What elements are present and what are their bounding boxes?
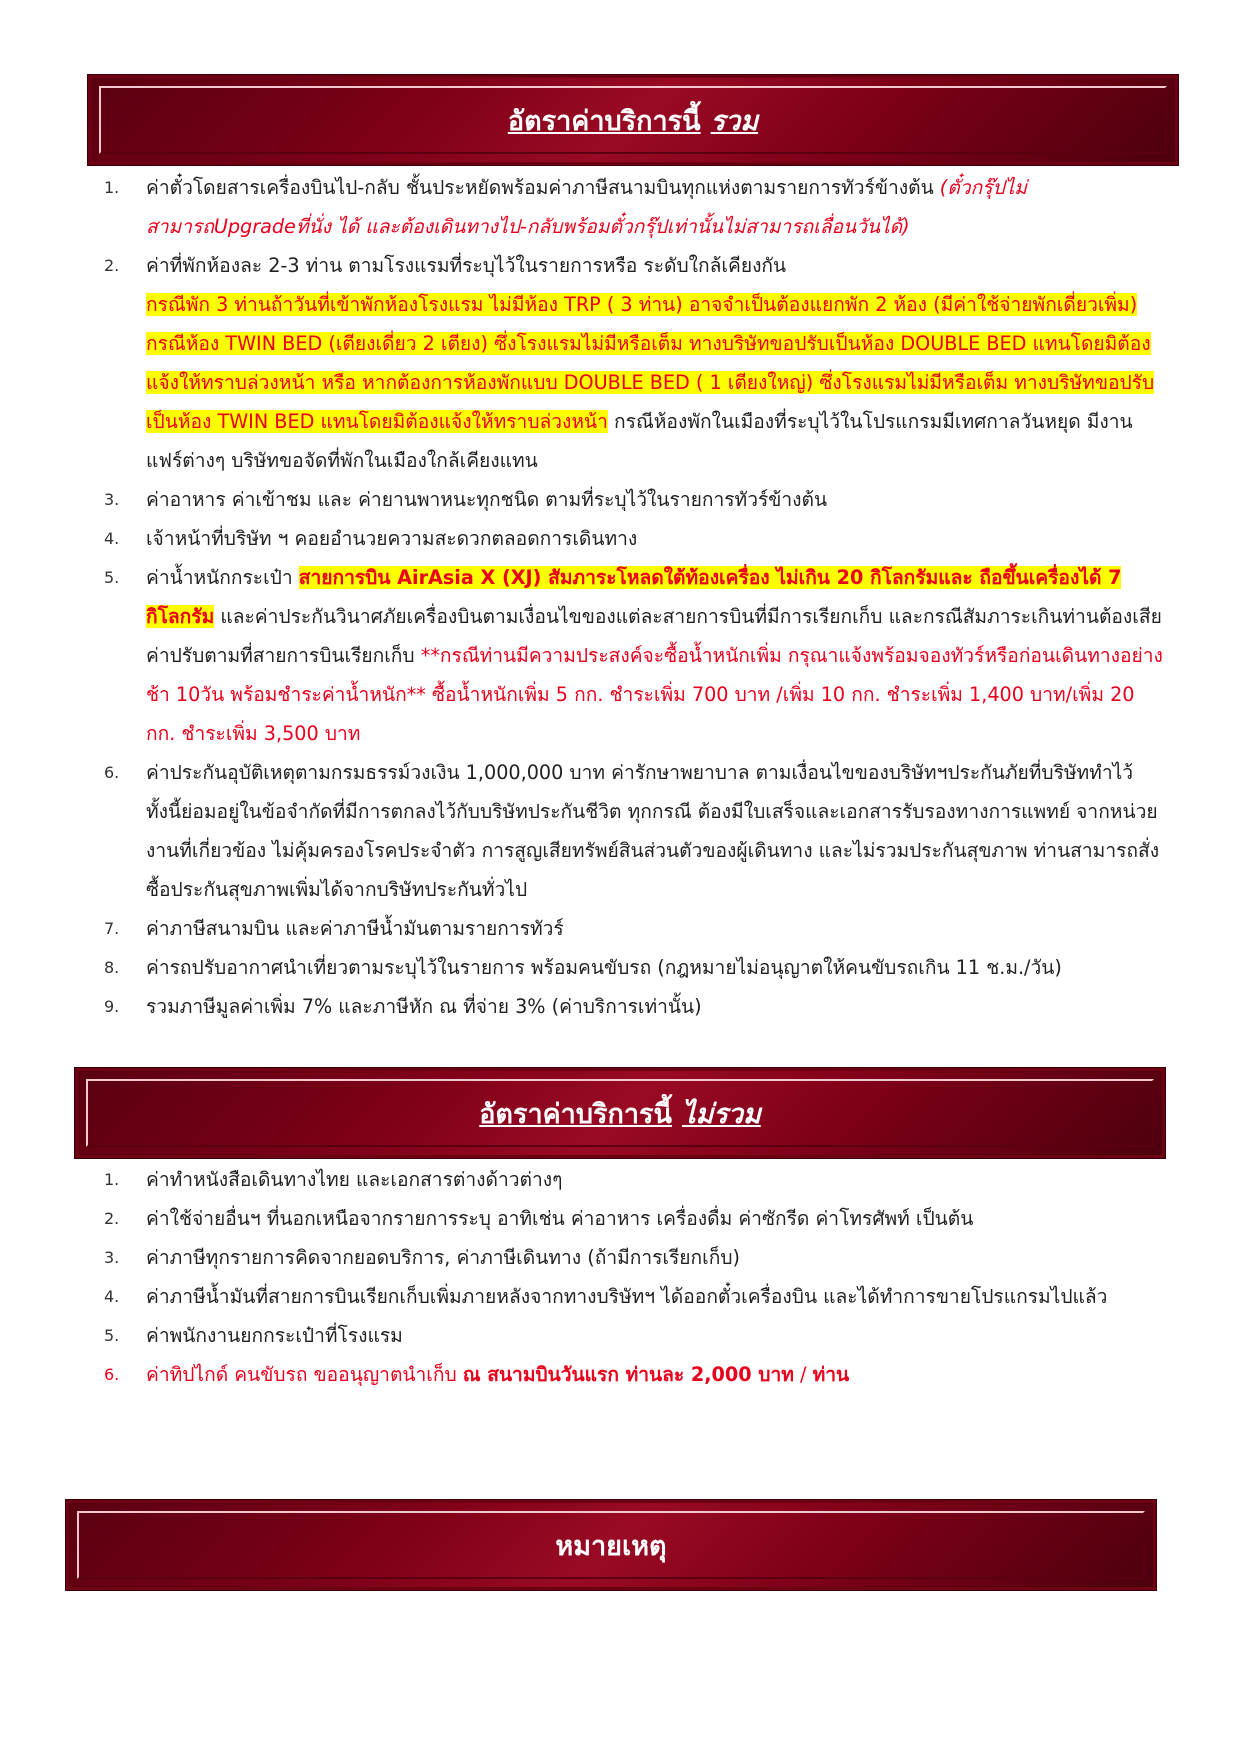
item-number: 8. — [104, 958, 120, 977]
item-text: ค่าประกันอุบัติเหตุตามกรมธรรม์วงเงิน 1,000,000 บาท ค่ารักษาพยาบาล ตามเงื่อนไขของบริษัทฯประกันภัยที่บริษัททำไว้ ทั้งนี้ย่อมอยู่ในข้อจำกัดที่มีการตกลงไว้กับบริษัทประกันชีวิต ทุกกรณี ต้องมีใบเสร็จและเอกสารรับรองทางการแพทย์ จากหน่วยงานที่เกี่ยวข้อง ไม่คุ้มครองโรคประจำตัว การสูญเสียทรัพย์สินส่วนตัวของผู้เดินทาง และไม่รวมประกันสุขภาพ ท่านสามารถสั่งซื้อประกันสุขภาพเพิ่มได้จากบริษัทประกันทั่วไป — [146, 761, 1160, 901]
remarks-title-text: หมายเหตุ — [555, 1530, 667, 1562]
item-text: ค่าภาษีน้ำมันที่สายการบินเรียกเก็บเพิ่มภายหลังจากทางบริษัทฯ ได้ออกตั๋วเครื่องบิน และได้ทำการขายโปรแกรมไปแล้ว — [146, 1285, 1108, 1308]
item-number: 2. — [104, 256, 120, 275]
item-note: (ตั๋วกรุ๊ปไม่สามารถUpgradeที่นั่ง ได้ และต้องเดินทางไป-กลับพร้อมตั๋วกรุ๊ปเท่านั้นไม่สามารถเลื่อนวันได้) — [146, 176, 1027, 238]
item-text: ค่าภาษีทุกรายการคิดจากยอดบริการ, ค่าภาษีเดินทาง (ถ้ามีการเรียกเก็บ) — [146, 1246, 740, 1269]
item-text: ค่าใช้จ่ายอื่นฯ ที่นอกเหนือจากรายการระบุ อาทิเช่น ค่าอาหาร เครื่องดื่ม ค่าซักรีด ค่าโทรศัพท์ เป็นต้น — [146, 1207, 974, 1230]
list-item — [104, 480, 1166, 519]
item-highlight: กรณีพัก 3 ท่านถ้าวันที่เข้าพักห้องโรงแรม ไม่มีห้อง TRP ( 3 ท่าน) อาจจำเป็นต้องแยกพัก 2 ห้อง (มีค่าใช้จ่ายพักเดี่ยวเพิ่ม) กรณีห้อง TWIN BED (เตียงเดี่ยว 2 เตียง) ซึ่งโรงแรมไม่มีหรือเต็ม ทางบริษัทขอปรับเป็นห้อง DOUBLE BED แทนโดยมิต้องแจ้งให้ทราบล่วงหน้า หรือ หากต้องการห้องพักแบบ DOUBLE BED ( 1 เตียงใหญ่) ซึ่งโรงแรมไม่มีหรือเต็ม ทางบริษัทขอปรับเป็นห้อง TWIN BED แทนโดยมิต้องแจ้งให้ทราบล่วงหน้า — [146, 293, 1155, 433]
list-item — [104, 1199, 1166, 1238]
item-text: ค่าภาษีสนามบิน และค่าภาษีน้ำมันตามรายการทัวร์ — [146, 917, 564, 940]
included-banner — [88, 75, 1178, 165]
excluded-title-emph: ไม่รวม — [681, 1098, 761, 1130]
list-item — [104, 1160, 1166, 1199]
list-item — [104, 948, 1166, 987]
item-text: ค่าตั๋วโดยสารเครื่องบินไป-กลับ ชั้นประหยัดพร้อมค่าภาษีสนามบินทุกแห่งตามรายการทัวร์ข้างต้น — [146, 176, 940, 199]
remarks-banner — [66, 1500, 1156, 1590]
item-number: 9. — [104, 997, 120, 1016]
item-text: เจ้าหน้าที่บริษัท ฯ คอยอำนวยความสะดวกตลอดการเดินทาง — [146, 527, 638, 550]
item-number: 3. — [104, 490, 120, 509]
item-text: ค่าทิปไกด์ คนขับรถ ขออนุญาตนำเก็บ — [146, 1363, 463, 1386]
item-number: 6. — [104, 763, 120, 782]
item-tail: / — [793, 1363, 813, 1386]
excluded-banner — [75, 1068, 1165, 1158]
list-item — [104, 246, 1166, 480]
list-item — [104, 1316, 1166, 1355]
excluded-list — [104, 1160, 1166, 1394]
item-highlight: สายการบิน AirAsia X (XJ) สัมภาระโหลดใต้ท้องเครื่อง ไม่เกิน 20 กิโลกรัมและ ถือขึ้นเครื่องได้ 7 กิโลกรัม — [146, 566, 1122, 628]
item-text: ค่าอาหาร ค่าเข้าชม และ ค่ายานพาหนะทุกชนิด ตามที่ระบุไว้ในรายการทัวร์ข้างต้น — [146, 488, 828, 511]
included-title-text: อัตราค่าบริการนี้ — [507, 105, 701, 137]
item-text: ค่าที่พักห้องละ 2-3 ท่าน ตามโรงแรมที่ระบุไว้ในรายการหรือ ระดับใกล้เคียงกัน — [146, 254, 787, 277]
item-text: ค่าทำหนังสือเดินทางไทย และเอกสารต่างด้าวต่างๆ — [146, 1168, 563, 1191]
included-title-emph: รวม — [710, 105, 759, 137]
item-number: 1. — [104, 178, 120, 197]
list-item — [104, 1355, 1166, 1394]
item-bold: ณ สนามบินวันแรก ท่านละ 2,000 บาท — [462, 1363, 794, 1386]
list-item — [104, 168, 1166, 246]
excluded-title-text: อัตราค่าบริการนี้ — [479, 1098, 672, 1130]
list-item — [104, 753, 1166, 909]
item-number: 3. — [104, 1248, 120, 1267]
item-number: 6. — [104, 1365, 120, 1384]
list-item — [104, 1277, 1166, 1316]
item-number: 5. — [104, 1326, 120, 1345]
included-list — [104, 168, 1166, 1026]
item-number: 2. — [104, 1209, 120, 1228]
item-number: 1. — [104, 1170, 120, 1189]
excluded-title — [78, 1071, 1162, 1155]
item-text: ค่าพนักงานยกกระเป๋าที่โรงแรม — [146, 1324, 403, 1347]
item-bold2: ท่าน — [812, 1363, 850, 1386]
item-mid: และค่าประกันวินาศภัยเครื่องบินตามเงื่อนไขของแต่ละสายการบินที่มีการเรียกเก็บ และกรณีสัมภาระเกินท่านต้องเสียค่าปรับตามที่สายการบินเรียกเก็บ — [146, 605, 1162, 667]
item-note: **กรณีท่านมีความประสงค์จะซื้อน้ำหนักเพิ่ม กรุณาแจ้งพร้อมจองทัวร์หรือก่อนเดินทางอย่างช้า 10วัน พร้อมชำระค่าน้ำหนัก** ซื้อน้ำหนักเพิ่ม 5 กก. ชำระเพิ่ม 700 บาท /เพิ่ม 10 กก. ชำระเพิ่ม 1,400 บาท/เพิ่ม 20 กก. ชำระเพิ่ม 3,500 บาท — [146, 644, 1163, 745]
item-text: ค่ารถปรับอากาศนำเที่ยวตามระบุไว้ในรายการ พร้อมคนขับรถ (กฎหมายไม่อนุญาตให้คนขับรถเกิน 11 ช.ม./วัน) — [146, 956, 1062, 979]
item-tail: กรณีห้องพักในเมืองที่ระบุไว้ในโปรแกรมมีเทศกาลวันหยุด มีงานแฟร์ต่างๆ บริษัทขอจัดที่พักในเมืองใกล้เคียงแทน — [146, 410, 1133, 472]
list-item — [104, 519, 1166, 558]
list-item — [104, 1238, 1166, 1277]
item-number: 7. — [104, 919, 120, 938]
list-item — [104, 558, 1166, 753]
list-item — [104, 909, 1166, 948]
item-number: 4. — [104, 1287, 120, 1306]
included-title — [91, 78, 1175, 162]
remarks-title — [69, 1503, 1153, 1587]
item-number: 5. — [104, 568, 120, 587]
list-item — [104, 987, 1166, 1026]
item-text: ค่าน้ำหนักกระเป๋า — [146, 566, 299, 589]
item-text: รวมภาษีมูลค่าเพิ่ม 7% และภาษีหัก ณ ที่จ่าย 3% (ค่าบริการเท่านั้น) — [146, 995, 702, 1018]
item-number: 4. — [104, 529, 120, 548]
